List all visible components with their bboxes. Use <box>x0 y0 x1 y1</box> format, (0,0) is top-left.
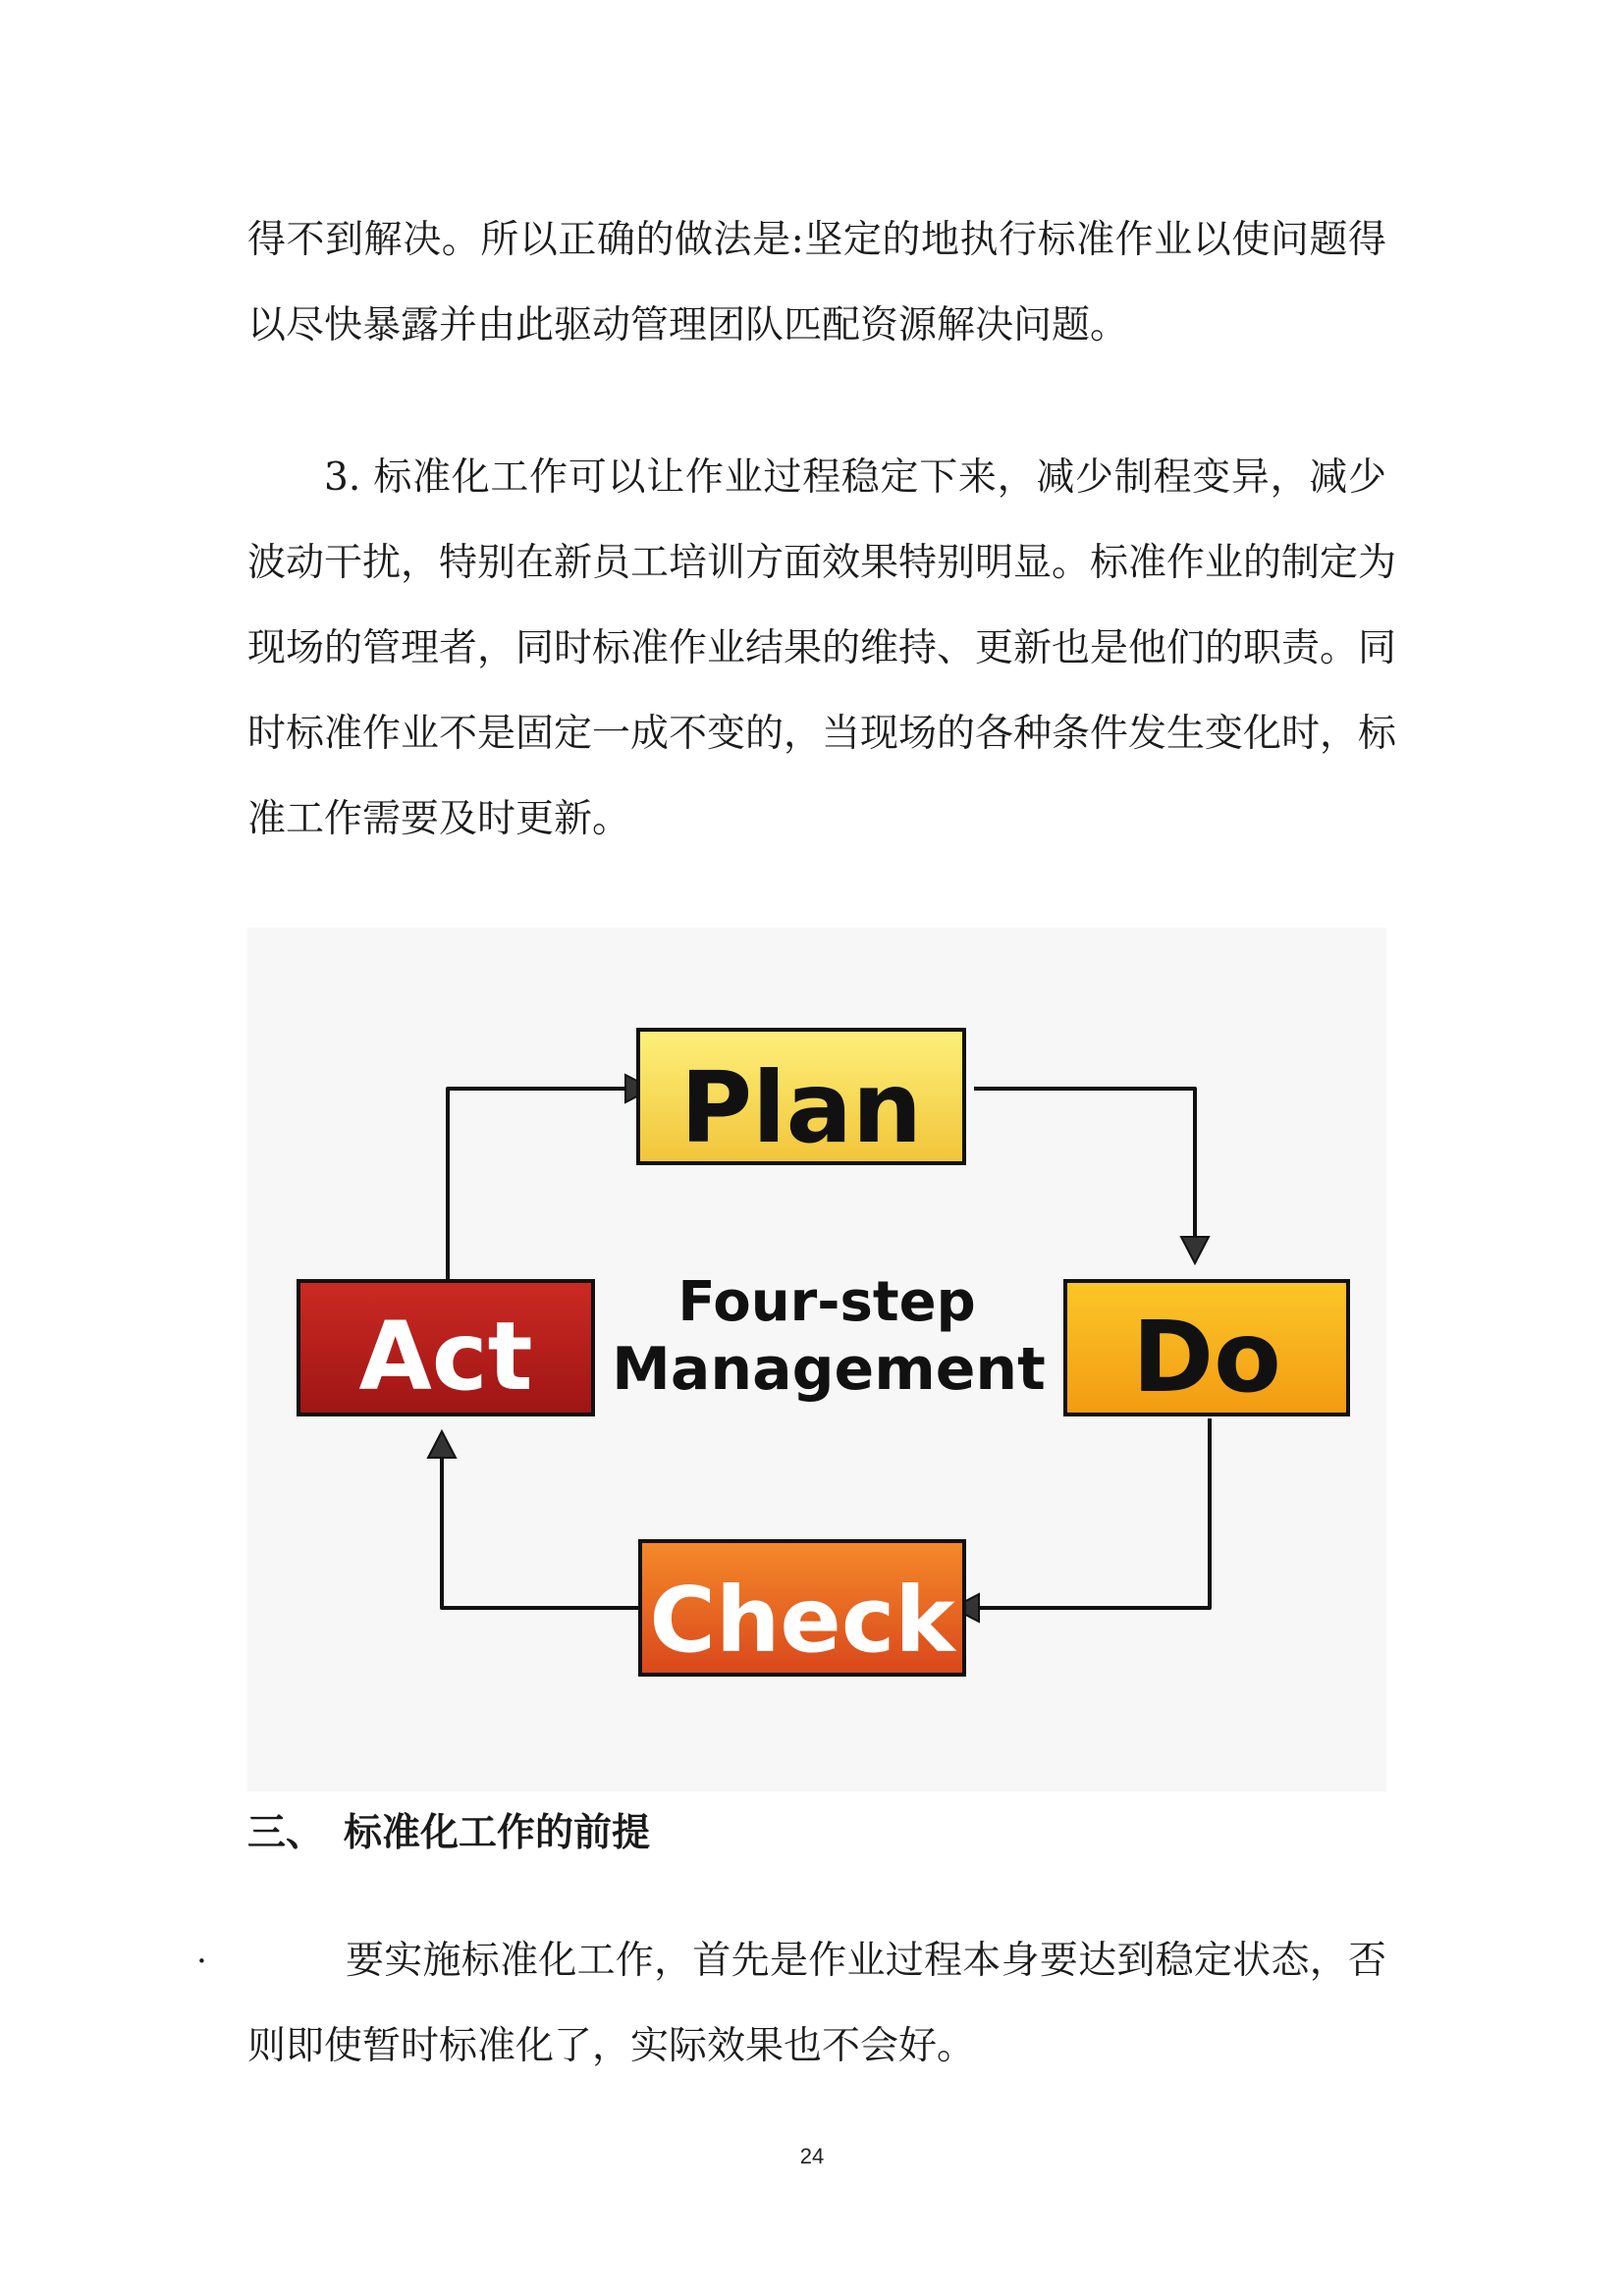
check-step <box>640 1541 964 1675</box>
section-title: 标准化工作的前提 <box>344 1811 651 1855</box>
paragraph-line: 3. 标准化工作可以让作业过程稳定下来，减少制程变异，减少 <box>324 455 1386 500</box>
paragraph-line: 以尽快暴露并由此驱动管理团队匹配资源解决问题。 <box>247 303 1129 347</box>
act-label: Act <box>358 1302 533 1412</box>
paragraph-line: 得不到解决。所以正确的做法是:坚定的地执行标准作业以使问题得 <box>247 218 1386 262</box>
paragraph-line: 要实施标准化工作，首先是作业过程本身要达到稳定状态，否 <box>346 1939 1386 1983</box>
section-heading <box>247 1804 650 1863</box>
section-number: 三、 <box>247 1811 325 1855</box>
page-number: 24 <box>799 2144 825 2168</box>
act-step <box>298 1281 593 1415</box>
paragraph-line: 现场的管理者，同时标准作业结果的维持、更新也是他们的职责。同 <box>247 626 1397 670</box>
plan-label: Plan <box>679 1050 923 1165</box>
paragraph-line: 则即使暂时标准化了，实际效果也不会好。 <box>247 2024 976 2068</box>
check-label: Check <box>649 1568 955 1673</box>
paragraph-line: 准工作需要及时更新。 <box>247 797 631 841</box>
paragraph-line: 时标准作业不是固定一成不变的，当现场的各种条件发生变化时，标 <box>247 712 1397 756</box>
paragraph-line: 波动干扰，特别在新员工培训方面效果特别明显。标准作业的制定为 <box>247 541 1397 585</box>
diagram-title-line2: Management <box>612 1335 1046 1404</box>
pdca-diagram-svg <box>247 928 1386 1791</box>
do-label: Do <box>1132 1300 1281 1415</box>
plan-step <box>638 1030 964 1165</box>
diagram-title-line1: Four-step <box>677 1270 976 1334</box>
pdca-diagram <box>247 928 1386 1791</box>
do-step <box>1065 1281 1348 1415</box>
bullet-dot: . <box>196 1932 207 1971</box>
